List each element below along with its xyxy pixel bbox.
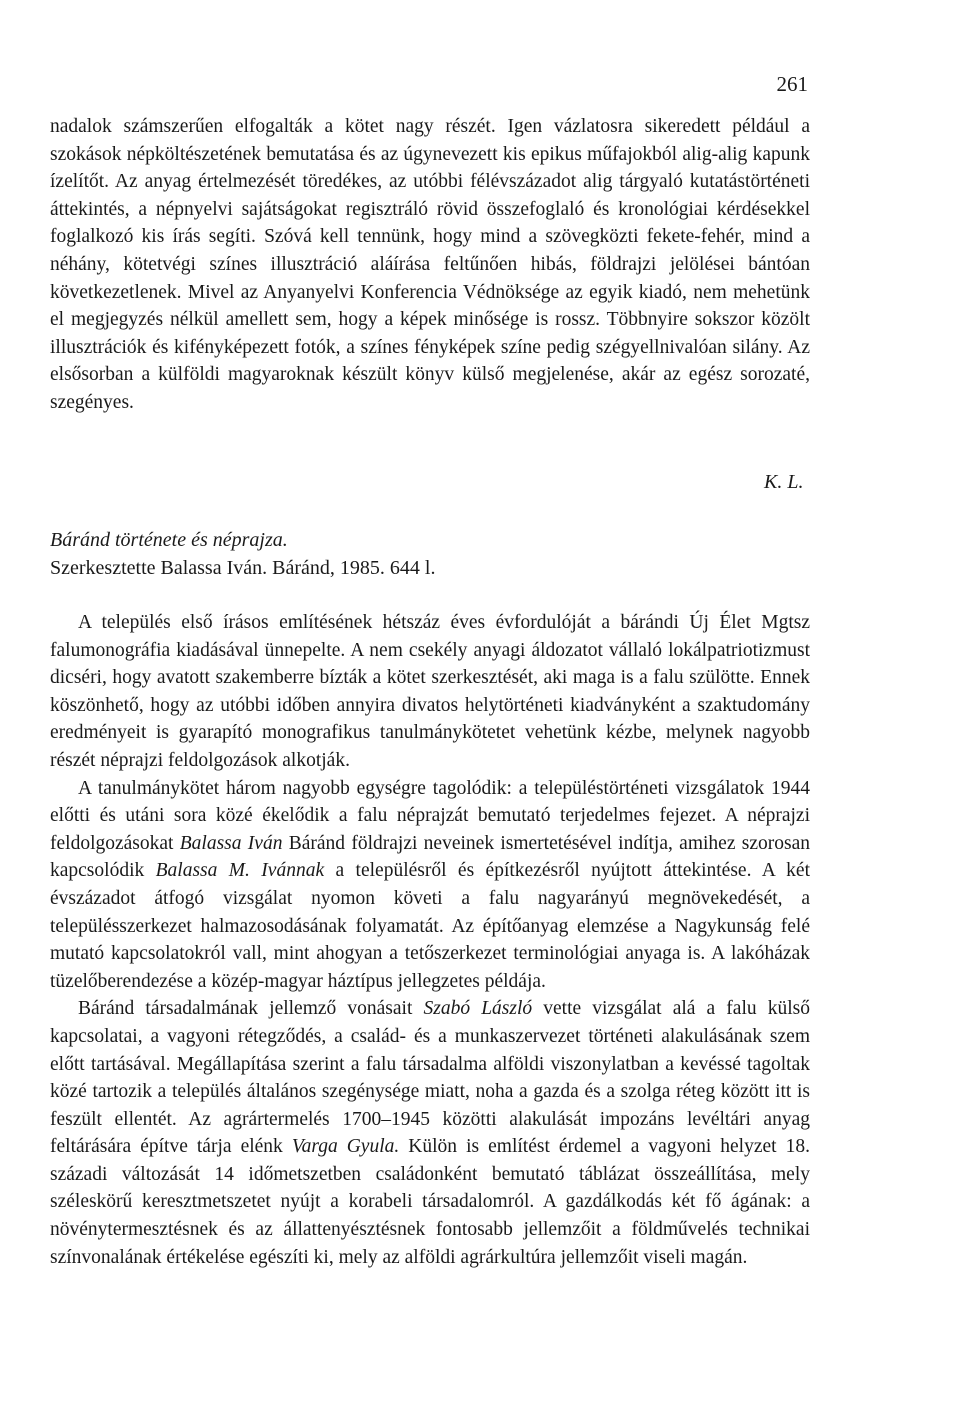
author-name: Varga Gyula. xyxy=(291,1136,400,1158)
text-run: Külön is említést érdemel a vagyoni helyzet 18. századi változását 14 időmetszetben családonként bemutató táblázat összeállítása, mely széleskörű keresztmetszetet nyújt a korabeli társadalomról. A gazdálkodás két fő ágának: a növénytermesztésnek és az állattenyésztésnek fontosabb jellemzőit a földművelés technikai színvonalának értékelése egészíti ki, mely az alföldi agrárkultúra jellemzőit viseli magán. xyxy=(50,1136,810,1268)
review-1-signature: K. L. xyxy=(764,471,804,493)
book-title: Báránd története és néprajza. xyxy=(50,529,288,551)
review-2-body xyxy=(50,609,810,1271)
text-run: Báránd társadalmának jellemző vonásait xyxy=(78,998,424,1020)
page-number: 261 xyxy=(776,72,808,96)
text-run: vette vizsgálat alá a falu külső kapcsolatai, a vagyoni rétegződés, a család- és a munkaszervezet történeti alakulásának szem előtt tartásával. Megállapítása szerint a falu társadalma alföldi viszonylatban a kevéssé tagoltak közé tartozik a település általános szegénysége miatt, noha a gazda és a szolga réteg között itt is feszült ellentét. Az agrártermelés 1700–1945 közötti alakulását impozáns levéltári anyag feltárására építve tárja elénk xyxy=(50,998,810,1158)
text-run: a településről és építkezésről nyújtott áttekintése. A két évszázadot átfogó vizsgálat nyomon követi a falu nagyarányú megnövekedését, a településszerkezet halmazosodásának folyamatát. Az építőanyag elemzése a Nagykunság felé mutató kapcsolatokról vall, mint ahogyan a tetőszerkezet terminológiai anyaga is. A lakóházak tüzelőberendezése a közép-magyar háztípus jellegzetes példája. xyxy=(50,860,810,992)
author-name: Balassa Iván xyxy=(179,832,283,854)
review-2-paragraph-3 xyxy=(50,995,810,1271)
text-run: A tanulmánykötet három nagyobb egységre tagolódik: a településtörténeti vizsgálatok 1944 előtti és utáni sora közé ékelődik a falu néprajzát bemutató terjedelmes fejezet. A néprajzi feldolgozásokat xyxy=(50,777,810,854)
review-1-paragraph: nadalok számszerűen elfogalták a kötet nagy részét. Igen vázlatosra sikeredett például a szokások népköltészetének bemutatása és az úgynevezett kis epikus műfajokból alig-alig kapunk ízelítőt. Az anyag értelmezését töredékes, az utóbbi félévszázadot alig tárgyaló kutatástörténeti áttekintés, a népnyelvi sajátságokat regisztráló rövid összefoglaló és kronológiai kérdésekkel foglalkozó kis írás segíti. Szóvá kell tennünk, hogy mind a szövegközti fekete-fehér, mind a néhány, kötetvégi színes illusztráció aláírása feltűnően hibás, földrajzi jelölései bántóan következetlenek. Mivel az Anyanyelvi Konferencia Védnöksége az egyik kiadó, nem mehetünk el megjegyzés nélkül amellett sem, hogy a képek minősége is rossz. Többnyire sokszor közölt illusztrációk és kifényképezett fotók, a színes fényképek színe pedig szégyellnivalóan silány. Az elsősorban a külföldi magyaroknak készült könyv külső megjelenése, akár az egész sorozaté, szegényes. xyxy=(50,116,810,413)
review-2-paragraph-2 xyxy=(50,775,810,996)
author-name: Balassa M. Ivánnak xyxy=(155,860,325,882)
review-2-paragraph-1: A település első írásos említésének hétszáz éves évfordulóját a bárándi Új Élet Mgtsz falumonográfia kiadásával ünnepelte. A nem csekély anyagi áldozatot vállaló lokálpatriotizmust dicséri, hogy avatott szakemberre bízták a kötet szerkesztését, aki maga is a falu szülötte. Ennek köszönhető, hogy az utóbbi időben annyira divatos helytörténeti kiadványként a szaktudomány eredményeit is gyarapító monografikus tanulmánykötetet vehetünk kézbe, melynek nagyobb részét néprajzi feldolgozások alkotják. xyxy=(50,612,810,771)
text-run: Báránd földrajzi neveinek ismertetésével indítja, amihez szorosan kapcsolódik xyxy=(50,832,810,882)
review-1-body xyxy=(50,113,810,417)
author-name: Szabó László xyxy=(423,998,533,1020)
book-metadata: Szerkesztette Balassa Iván. Báránd, 1985. 644 l. xyxy=(50,557,436,579)
